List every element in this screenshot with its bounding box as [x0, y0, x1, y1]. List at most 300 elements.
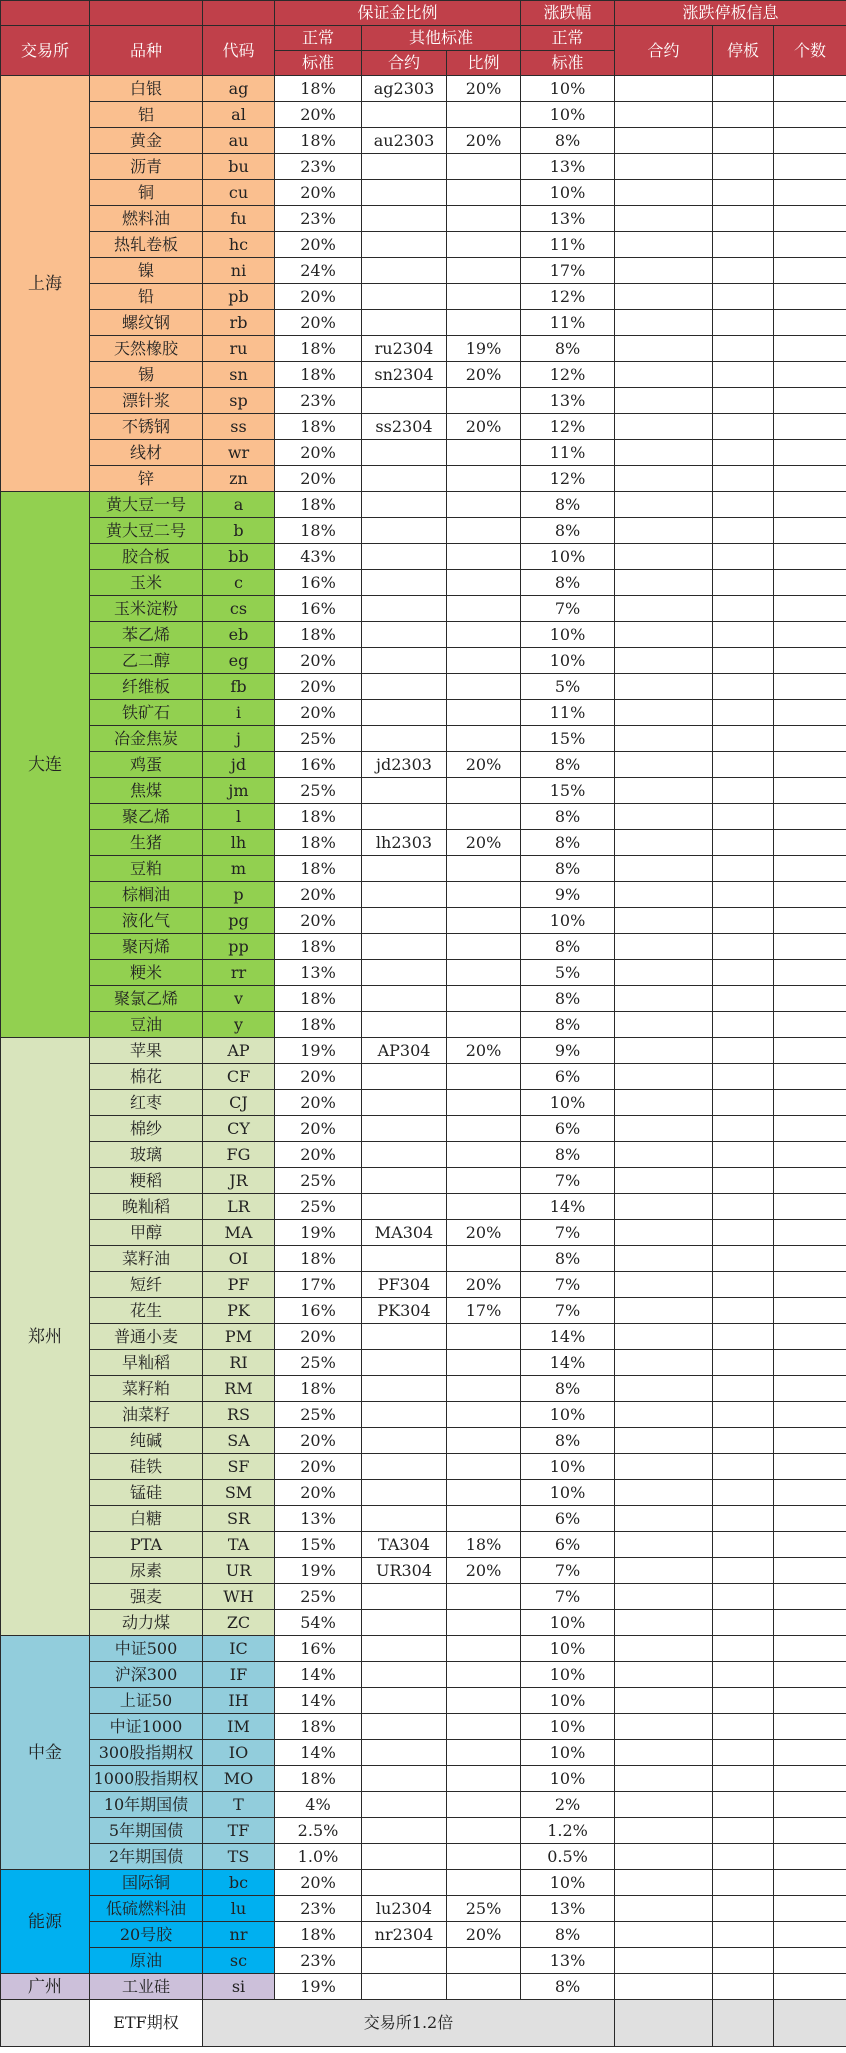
variety-cell: 黄大豆一号 [90, 492, 203, 518]
other-ratio-cell [447, 1012, 521, 1038]
other-contract-cell [362, 1454, 447, 1480]
code-cell: au [203, 128, 275, 154]
limit-info-cell [774, 1844, 846, 1870]
limit-info-cell [615, 492, 713, 518]
table-row [1, 414, 846, 440]
other-ratio-cell: 20% [447, 1558, 521, 1584]
table-row [1, 1480, 846, 1506]
limit-info-cell [774, 102, 846, 128]
limit-info-cell [615, 752, 713, 778]
variety-cell: 尿素 [90, 1558, 203, 1584]
limit-cell: 11% [521, 440, 615, 466]
limit-info-cell [774, 1480, 846, 1506]
header-standard: 标准 [275, 51, 362, 76]
limit-info-cell [713, 1792, 774, 1818]
other-contract-cell [362, 1844, 447, 1870]
margin-cell: 20% [275, 232, 362, 258]
limit-info-cell [713, 1090, 774, 1116]
limit-info-cell [713, 128, 774, 154]
variety-cell: 白糖 [90, 1506, 203, 1532]
margin-cell: 14% [275, 1688, 362, 1714]
table-row [1, 1740, 846, 1766]
table-row [1, 648, 846, 674]
limit-info-cell [713, 1298, 774, 1324]
limit-info-cell [615, 1818, 713, 1844]
other-ratio-cell [447, 804, 521, 830]
limit-info-cell [774, 726, 846, 752]
limit-info-cell [615, 1038, 713, 1064]
table-row [1, 1610, 846, 1636]
other-ratio-cell [447, 1324, 521, 1350]
table-row [1, 1948, 846, 1974]
other-contract-cell [362, 1584, 447, 1610]
limit-cell: 10% [521, 102, 615, 128]
limit-cell: 10% [521, 908, 615, 934]
other-contract-cell [362, 1090, 447, 1116]
margin-cell: 19% [275, 1974, 362, 2000]
variety-cell: 液化气 [90, 908, 203, 934]
limit-info-cell [774, 76, 846, 102]
other-ratio-cell [447, 648, 521, 674]
limit-info-cell [713, 1480, 774, 1506]
header-contract: 合约 [362, 51, 447, 76]
limit-info-cell [774, 440, 846, 466]
limit-info-cell [713, 310, 774, 336]
limit-cell: 8% [521, 128, 615, 154]
other-ratio-cell [447, 1506, 521, 1532]
other-ratio-cell [447, 544, 521, 570]
limit-info-cell [615, 726, 713, 752]
table-row [1, 1428, 846, 1454]
code-cell: ss [203, 414, 275, 440]
code-cell: OI [203, 1246, 275, 1272]
limit-cell: 8% [521, 492, 615, 518]
limit-info-cell [774, 1220, 846, 1246]
limit-cell: 10% [521, 1662, 615, 1688]
code-cell: JR [203, 1168, 275, 1194]
margin-cell: 18% [275, 1012, 362, 1038]
code-cell: jm [203, 778, 275, 804]
variety-cell: 焦煤 [90, 778, 203, 804]
limit-info-cell [615, 934, 713, 960]
header-ratio: 比例 [447, 51, 521, 76]
margin-cell: 19% [275, 1220, 362, 1246]
code-cell: ag [203, 76, 275, 102]
other-contract-cell [362, 778, 447, 804]
limit-info-cell [615, 1584, 713, 1610]
limit-cell: 8% [521, 830, 615, 856]
limit-cell: 7% [521, 1558, 615, 1584]
variety-cell: 漂针浆 [90, 388, 203, 414]
variety-cell: 豆油 [90, 1012, 203, 1038]
other-contract-cell [362, 440, 447, 466]
margin-cell: 20% [275, 700, 362, 726]
limit-info-cell [713, 1324, 774, 1350]
code-cell: PM [203, 1324, 275, 1350]
other-contract-cell: lh2303 [362, 830, 447, 856]
variety-cell: 线材 [90, 440, 203, 466]
other-ratio-cell: 20% [447, 752, 521, 778]
limit-info-cell [713, 700, 774, 726]
variety-cell: 苯乙烯 [90, 622, 203, 648]
variety-cell: 2年期国债 [90, 1844, 203, 1870]
other-ratio-cell [447, 882, 521, 908]
limit-cell: 10% [521, 648, 615, 674]
other-ratio-cell [447, 778, 521, 804]
limit-cell: 1.2% [521, 1818, 615, 1844]
variety-cell: 纯碱 [90, 1428, 203, 1454]
limit-cell: 7% [521, 1220, 615, 1246]
limit-info-cell [713, 1870, 774, 1896]
code-cell: FG [203, 1142, 275, 1168]
code-cell: a [203, 492, 275, 518]
limit-info-cell [615, 1012, 713, 1038]
variety-cell: 中证1000 [90, 1714, 203, 1740]
code-cell: SR [203, 1506, 275, 1532]
code-cell: fb [203, 674, 275, 700]
other-contract-cell [362, 1870, 447, 1896]
limit-info-cell [713, 778, 774, 804]
limit-info-cell [615, 440, 713, 466]
limit-info-cell [774, 1870, 846, 1896]
other-contract-cell [362, 284, 447, 310]
limit-info-cell [774, 1194, 846, 1220]
variety-cell: 热轧卷板 [90, 232, 203, 258]
other-ratio-cell [447, 908, 521, 934]
limit-info-cell [774, 882, 846, 908]
variety-cell: 鸡蛋 [90, 752, 203, 778]
other-contract-cell [362, 856, 447, 882]
footer-blank-cell [615, 2000, 713, 2047]
other-contract-cell [362, 1194, 447, 1220]
other-contract-cell [362, 180, 447, 206]
other-ratio-cell [447, 986, 521, 1012]
other-ratio-cell [447, 1350, 521, 1376]
limit-info-cell [774, 1142, 846, 1168]
limit-info-cell [774, 570, 846, 596]
table-row [1, 1012, 846, 1038]
limit-cell: 8% [521, 934, 615, 960]
other-contract-cell [362, 154, 447, 180]
other-contract-cell [362, 206, 447, 232]
limit-info-cell [615, 1948, 713, 1974]
other-contract-cell [362, 518, 447, 544]
code-cell: TA [203, 1532, 275, 1558]
margin-cell: 43% [275, 544, 362, 570]
variety-cell: 1000股指期权 [90, 1766, 203, 1792]
margin-cell: 20% [275, 310, 362, 336]
variety-cell: 棕榈油 [90, 882, 203, 908]
other-contract-cell: PF304 [362, 1272, 447, 1298]
margin-cell: 16% [275, 752, 362, 778]
code-cell: MA [203, 1220, 275, 1246]
other-ratio-cell [447, 1246, 521, 1272]
limit-info-cell [615, 336, 713, 362]
code-cell: IM [203, 1714, 275, 1740]
other-ratio-cell [447, 1610, 521, 1636]
margin-cell: 20% [275, 102, 362, 128]
limit-info-cell [774, 986, 846, 1012]
other-ratio-cell [447, 1740, 521, 1766]
margin-cell: 54% [275, 1610, 362, 1636]
other-contract-cell [362, 726, 447, 752]
limit-info-cell [615, 1142, 713, 1168]
limit-info-cell [774, 518, 846, 544]
margin-cell: 23% [275, 206, 362, 232]
limit-info-cell [615, 856, 713, 882]
variety-cell: 锡 [90, 362, 203, 388]
limit-info-cell [713, 414, 774, 440]
limit-cell: 12% [521, 362, 615, 388]
limit-info-cell [774, 414, 846, 440]
limit-info-cell [774, 622, 846, 648]
variety-cell: 铅 [90, 284, 203, 310]
limit-info-cell [774, 1454, 846, 1480]
limit-info-cell [615, 1714, 713, 1740]
limit-info-cell [713, 596, 774, 622]
limit-cell: 11% [521, 310, 615, 336]
limit-cell: 8% [521, 1974, 615, 2000]
margin-cell: 1.0% [275, 1844, 362, 1870]
other-ratio-cell [447, 1948, 521, 1974]
limit-cell: 10% [521, 1740, 615, 1766]
table-row [1, 986, 846, 1012]
margin-cell: 20% [275, 1324, 362, 1350]
limit-info-cell [713, 1558, 774, 1584]
limit-info-cell [615, 232, 713, 258]
margin-cell: 14% [275, 1662, 362, 1688]
margin-cell: 13% [275, 960, 362, 986]
code-cell: fu [203, 206, 275, 232]
code-cell: AP [203, 1038, 275, 1064]
variety-cell: 10年期国债 [90, 1792, 203, 1818]
other-ratio-cell [447, 258, 521, 284]
variety-cell: 中证500 [90, 1636, 203, 1662]
exchange-cell: 郑州 [1, 1038, 90, 1636]
limit-cell: 13% [521, 1948, 615, 1974]
variety-cell: 强麦 [90, 1584, 203, 1610]
code-cell: WH [203, 1584, 275, 1610]
code-cell: ni [203, 258, 275, 284]
other-contract-cell: ag2303 [362, 76, 447, 102]
other-ratio-cell: 20% [447, 128, 521, 154]
variety-cell: 铝 [90, 102, 203, 128]
limit-info-cell [615, 284, 713, 310]
other-contract-cell: ss2304 [362, 414, 447, 440]
limit-info-cell [774, 1038, 846, 1064]
margin-cell: 23% [275, 154, 362, 180]
other-contract-cell: au2303 [362, 128, 447, 154]
other-ratio-cell [447, 1818, 521, 1844]
table-row [1, 1688, 846, 1714]
limit-info-cell [615, 1376, 713, 1402]
limit-info-cell [615, 1610, 713, 1636]
header-code: 代码 [203, 26, 275, 76]
limit-info-cell [615, 986, 713, 1012]
code-cell: eg [203, 648, 275, 674]
limit-cell: 17% [521, 258, 615, 284]
margin-cell: 24% [275, 258, 362, 284]
limit-info-cell [774, 934, 846, 960]
table-row [1, 960, 846, 986]
table-row [1, 544, 846, 570]
code-cell: p [203, 882, 275, 908]
code-cell: si [203, 1974, 275, 2000]
margin-cell: 20% [275, 882, 362, 908]
table-row [1, 492, 846, 518]
limit-cell: 10% [521, 180, 615, 206]
code-cell: b [203, 518, 275, 544]
limit-info-cell [774, 180, 846, 206]
variety-cell: 聚乙烯 [90, 804, 203, 830]
margin-cell: 20% [275, 648, 362, 674]
code-cell: IF [203, 1662, 275, 1688]
limit-info-cell [713, 960, 774, 986]
limit-info-cell [713, 206, 774, 232]
other-contract-cell [362, 1168, 447, 1194]
other-contract-cell: MA304 [362, 1220, 447, 1246]
variety-cell: 菜籽油 [90, 1246, 203, 1272]
margin-cell: 25% [275, 1168, 362, 1194]
table-row [1, 1298, 846, 1324]
other-ratio-cell [447, 1376, 521, 1402]
code-cell: wr [203, 440, 275, 466]
limit-info-cell [615, 544, 713, 570]
limit-info-cell [615, 778, 713, 804]
code-cell: rb [203, 310, 275, 336]
limit-info-cell [774, 1766, 846, 1792]
table-row [1, 700, 846, 726]
limit-info-cell [713, 1506, 774, 1532]
margin-cell: 17% [275, 1272, 362, 1298]
margin-cell: 18% [275, 1376, 362, 1402]
limit-cell: 10% [521, 1402, 615, 1428]
code-cell: RI [203, 1350, 275, 1376]
margin-cell: 18% [275, 830, 362, 856]
code-cell: T [203, 1792, 275, 1818]
margin-cell: 20% [275, 284, 362, 310]
other-contract-cell [362, 310, 447, 336]
etf-option-row [1, 2000, 846, 2047]
other-contract-cell [362, 1740, 447, 1766]
limit-cell: 7% [521, 1272, 615, 1298]
margin-cell: 13% [275, 1506, 362, 1532]
limit-cell: 11% [521, 700, 615, 726]
other-contract-cell [362, 648, 447, 674]
limit-info-cell [713, 336, 774, 362]
limit-info-cell [615, 1558, 713, 1584]
limit-info-cell [713, 1662, 774, 1688]
other-contract-cell [362, 1636, 447, 1662]
limit-info-cell [713, 570, 774, 596]
other-ratio-cell [447, 1428, 521, 1454]
table-row [1, 1220, 846, 1246]
variety-cell: 螺纹钢 [90, 310, 203, 336]
limit-info-cell [774, 1740, 846, 1766]
margin-cell: 18% [275, 856, 362, 882]
variety-cell: 红枣 [90, 1090, 203, 1116]
header-row-1 [1, 1, 846, 26]
margin-cell: 16% [275, 570, 362, 596]
other-contract-cell [362, 1350, 447, 1376]
limit-info-cell [713, 1974, 774, 2000]
limit-info-cell [774, 804, 846, 830]
table-row [1, 466, 846, 492]
code-cell: bu [203, 154, 275, 180]
variety-cell: 白银 [90, 76, 203, 102]
limit-info-cell [713, 258, 774, 284]
variety-cell: 普通小麦 [90, 1324, 203, 1350]
limit-info-cell [713, 1350, 774, 1376]
limit-info-cell [774, 466, 846, 492]
limit-info-cell [774, 1090, 846, 1116]
other-ratio-cell [447, 934, 521, 960]
table-row [1, 1376, 846, 1402]
other-contract-cell: lu2304 [362, 1896, 447, 1922]
other-ratio-cell: 20% [447, 1922, 521, 1948]
variety-cell: 粳稻 [90, 1168, 203, 1194]
limit-cell: 12% [521, 466, 615, 492]
margin-cell: 4% [275, 1792, 362, 1818]
margin-cell: 18% [275, 934, 362, 960]
limit-info-cell [713, 1610, 774, 1636]
variety-cell: 上证50 [90, 1688, 203, 1714]
limit-cell: 10% [521, 622, 615, 648]
other-contract-cell [362, 1974, 447, 2000]
other-contract-cell [362, 102, 447, 128]
other-contract-cell [362, 1662, 447, 1688]
limit-info-cell [713, 1818, 774, 1844]
limit-info-cell [615, 102, 713, 128]
margin-cell: 14% [275, 1740, 362, 1766]
margin-cell: 20% [275, 1480, 362, 1506]
margin-cell: 20% [275, 674, 362, 700]
limit-info-cell [713, 180, 774, 206]
margin-cell: 18% [275, 986, 362, 1012]
other-contract-cell [362, 882, 447, 908]
margin-cell: 18% [275, 1246, 362, 1272]
limit-info-cell [774, 232, 846, 258]
table-row [1, 1844, 846, 1870]
code-cell: l [203, 804, 275, 830]
limit-cell: 14% [521, 1350, 615, 1376]
code-cell: j [203, 726, 275, 752]
other-ratio-cell [447, 1714, 521, 1740]
limit-info-cell [615, 388, 713, 414]
limit-cell: 10% [521, 1636, 615, 1662]
table-row [1, 362, 846, 388]
variety-cell: 油菜籽 [90, 1402, 203, 1428]
limit-info-cell [713, 1220, 774, 1246]
table-row [1, 1558, 846, 1584]
limit-info-cell [713, 388, 774, 414]
margin-cell: 25% [275, 778, 362, 804]
other-ratio-cell [447, 726, 521, 752]
variety-cell: 棉花 [90, 1064, 203, 1090]
other-ratio-cell [447, 596, 521, 622]
margin-cell: 18% [275, 492, 362, 518]
code-cell: bb [203, 544, 275, 570]
exchange-cell: 中金 [1, 1636, 90, 1870]
table-row [1, 128, 846, 154]
code-cell: ru [203, 336, 275, 362]
limit-info-cell [774, 1116, 846, 1142]
limit-info-cell [774, 856, 846, 882]
other-ratio-cell [447, 1584, 521, 1610]
limit-info-cell [713, 1532, 774, 1558]
limit-info-cell [774, 674, 846, 700]
header-limit-contract: 合约 [615, 26, 713, 76]
